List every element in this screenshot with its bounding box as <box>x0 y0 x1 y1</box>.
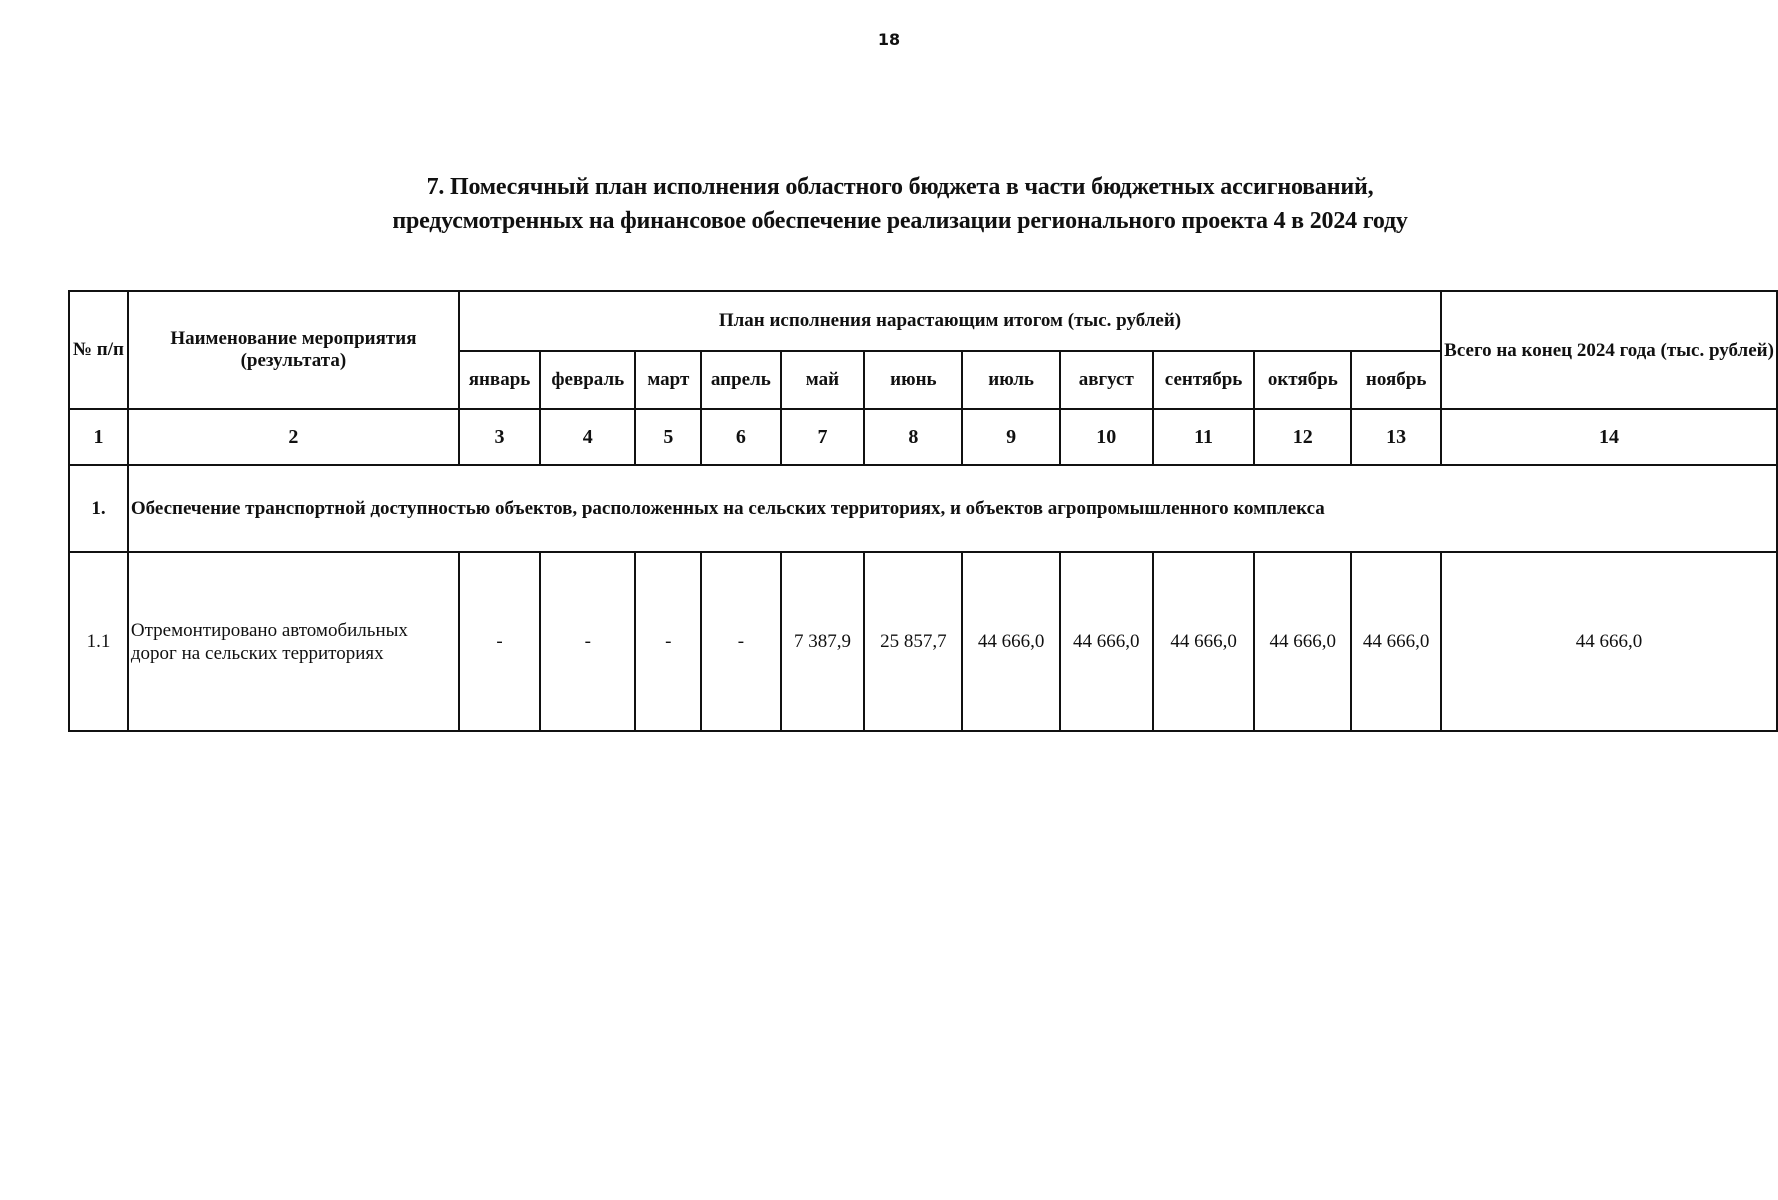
column-number: 9 <box>962 409 1059 465</box>
column-number: 7 <box>781 409 865 465</box>
column-number: 2 <box>128 409 459 465</box>
section-title: Обеспечение транспортной доступностью объектов, расположенных на сельских территориях, и объектов агропромышленного комплекса <box>128 465 1777 552</box>
section-row <box>69 465 1777 552</box>
document-title <box>0 170 1778 238</box>
month-header: май <box>781 351 865 409</box>
column-number: 14 <box>1441 409 1777 465</box>
month-header: июль <box>962 351 1059 409</box>
column-number: 3 <box>459 409 540 465</box>
month-value: 7 387,9 <box>781 552 865 731</box>
row-name: Отремонтировано автомобильных дорог на сельских территориях <box>128 552 459 731</box>
section-num: 1. <box>69 465 128 552</box>
month-value: 25 857,7 <box>864 552 962 731</box>
column-number: 8 <box>864 409 962 465</box>
month-header: ноябрь <box>1351 351 1441 409</box>
row-total: 44 666,0 <box>1441 552 1777 731</box>
month-value: - <box>701 552 780 731</box>
month-value: - <box>540 552 635 731</box>
column-number-row <box>69 409 1777 465</box>
month-header: февраль <box>540 351 635 409</box>
header-total: Всего на конец 2024 года (тыс. рублей) <box>1441 291 1777 409</box>
month-value: 44 666,0 <box>962 552 1059 731</box>
header-num: № п/п <box>69 291 128 409</box>
table-row <box>69 552 1777 731</box>
month-header: апрель <box>701 351 780 409</box>
header-row-1 <box>69 291 1777 351</box>
month-value: 44 666,0 <box>1060 552 1153 731</box>
column-number: 1 <box>69 409 128 465</box>
month-header: июнь <box>864 351 962 409</box>
month-header: сентябрь <box>1153 351 1255 409</box>
column-number: 6 <box>701 409 780 465</box>
column-number: 11 <box>1153 409 1255 465</box>
column-number: 10 <box>1060 409 1153 465</box>
month-header: октябрь <box>1254 351 1351 409</box>
header-plan-group: План исполнения нарастающим итогом (тыс. рублей) <box>459 291 1441 351</box>
month-value: 44 666,0 <box>1254 552 1351 731</box>
column-number: 4 <box>540 409 635 465</box>
month-value: 44 666,0 <box>1351 552 1441 731</box>
month-header: март <box>635 351 701 409</box>
title-line-1: 7. Помесячный план исполнения областного бюджета в части бюджетных ассигнований, <box>426 174 1374 200</box>
month-header: август <box>1060 351 1153 409</box>
page-number: 18 <box>877 30 901 49</box>
month-value: 44 666,0 <box>1153 552 1255 731</box>
row-num: 1.1 <box>69 552 128 731</box>
column-number: 5 <box>635 409 701 465</box>
month-value: - <box>459 552 540 731</box>
month-value: - <box>635 552 701 731</box>
title-line-2: предусмотренных на финансовое обеспечение реализации регионального проекта 4 в 2024 году <box>392 208 1408 234</box>
header-name: Наименование мероприятия (результата) <box>128 291 459 409</box>
column-number: 12 <box>1254 409 1351 465</box>
budget-plan-table <box>68 290 1778 732</box>
column-number: 13 <box>1351 409 1441 465</box>
month-header: январь <box>459 351 540 409</box>
